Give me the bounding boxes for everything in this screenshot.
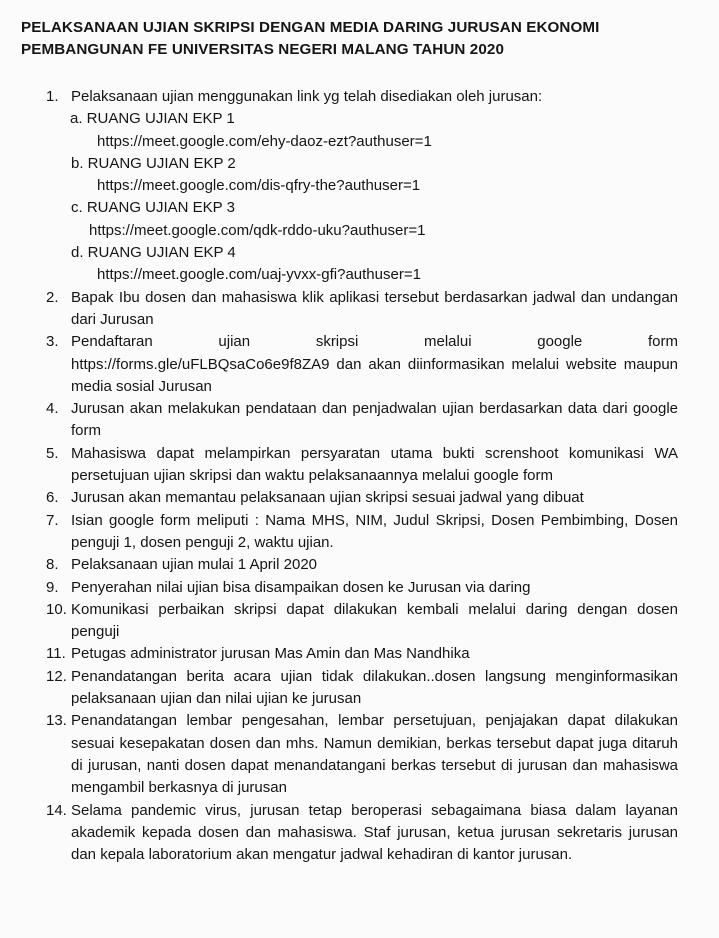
room-list — [71, 108, 678, 286]
meet-link[interactable]: https://meet.google.com/qdk-rddo-uku?authuser=1 — [89, 221, 426, 239]
list-item-9 — [0, 577, 719, 599]
item-text: Penyerahan nilai ujian bisa disampaikan dosen ke Jurusan via daring — [71, 578, 531, 596]
list-item-2 — [0, 287, 719, 332]
item-text: Pelaksanaan ujian mulai 1 April 2020 — [71, 556, 317, 574]
meet-link[interactable]: https://meet.google.com/ehy-daoz-ezt?authuser=1 — [97, 132, 432, 150]
room-item — [71, 108, 678, 153]
item-text: Jurusan akan memantau pelaksanaan ujian skripsi sesuai jadwal yang dibuat — [71, 489, 584, 507]
room-item — [71, 197, 678, 242]
item-number: 13. — [46, 712, 67, 730]
list-item-3 — [0, 331, 719, 398]
spread-line — [71, 331, 678, 353]
item-number: 7. — [46, 511, 59, 529]
list-item-5 — [0, 443, 719, 488]
room-item — [71, 242, 678, 287]
list-item-6 — [0, 487, 719, 509]
item-text: Penandatangan berita acara ujian tidak dilakukan..dosen langsung menginformasikan pelaksanaan ujian dan nilai ujian ke jurusan — [71, 667, 678, 708]
title-line-2: PEMBANGUNAN FE UNIVERSITAS NEGERI MALANG TAHUN 2020 — [21, 41, 504, 58]
item-number: 8. — [46, 556, 59, 574]
item-text: Selama pandemic virus, jurusan tetap beroperasi sebagaimana biasa dalam layanan akademik kepada dosen dan mahasiswa. Staf jurusan, ketua jurusan sekretaris jurusan dan kepala laboratorium akan mengatur jadwal kehadiran di kantor jurusan. — [71, 801, 678, 864]
document-title — [21, 17, 691, 61]
item-number: 1. — [46, 88, 59, 105]
room-label: d. RUANG UJIAN EKP 4 — [71, 244, 236, 262]
list-item-13 — [0, 710, 719, 799]
list-item-7 — [0, 510, 719, 555]
item-text: Isian google form meliputi : Nama MHS, NIM, Judul Skripsi, Dosen Pembimbing, Dosen penguji 1, dosen penguji 2, waktu ujian. — [71, 511, 678, 551]
meet-link[interactable]: https://meet.google.com/uaj-yvxx-gfi?authuser=1 — [97, 266, 421, 284]
room-label: b. RUANG UJIAN EKP 2 — [71, 154, 236, 172]
item-number: 9. — [46, 578, 59, 596]
word: Pendaftaran — [71, 333, 153, 351]
list-item-11 — [0, 643, 719, 665]
title-line-1: PELAKSANAAN UJIAN SKRIPSI DENGAN MEDIA DARING JURUSAN EKONOMI — [21, 19, 600, 36]
item-text: Jurusan akan melakukan pendataan dan penjadwalan ujian berdasarkan data dari google form — [71, 400, 678, 440]
word: melalui — [424, 333, 472, 351]
word: form — [647, 333, 678, 351]
room-label: a. RUANG UJIAN EKP 1 — [70, 110, 235, 128]
list-item-1 — [0, 86, 719, 287]
word: ujian — [218, 333, 251, 351]
room-label: c. RUANG UJIAN EKP 3 — [71, 199, 235, 217]
list-item-4 — [0, 398, 719, 443]
item-number: 11. — [46, 645, 66, 663]
item-text: Bapak Ibu dosen dan mahasiswa klik aplikasi tersebut berdasarkan jadwal dan undangan dari Jurusan — [71, 288, 678, 328]
item-text: Petugas administrator jurusan Mas Amin dan Mas Nandhika — [71, 645, 470, 663]
item-number: 12. — [46, 667, 67, 685]
item-text: Pelaksanaan ujian menggunakan link yg telah disediakan oleh jurusan: — [71, 88, 543, 105]
item-number: 14. — [46, 801, 67, 819]
item-number: 4. — [46, 400, 59, 418]
item-number: 6. — [46, 489, 59, 507]
list-item-12 — [0, 666, 719, 711]
list-item-14 — [0, 800, 719, 867]
item-number: 3. — [46, 333, 59, 351]
item-text: Mahasiswa dapat melampirkan persyaratan utama bukti screnshoot komunikasi WA persetujuan ujian skripsi dan waktu pelaksanaannya melalui google form — [71, 444, 678, 485]
meet-link[interactable]: https://meet.google.com/dis-qfry-the?authuser=1 — [97, 177, 421, 195]
list-item-10 — [0, 599, 719, 644]
item-text: Penandatangan lembar pengesahan, lembar persetujuan, penjajakan dapat dilakukan sesuai kesepakatan dosen dan mhs. Namun demikian, berkas tersebut dapat juga ditaruh di jurusan, nanti dosen dapat menandatangani berkas tersebut di jurusan dan mahasiswa mengambil berkasnya di jurusan — [71, 712, 678, 797]
instruction-list — [0, 86, 719, 866]
item-number: 10. — [46, 600, 67, 618]
item-text: Komunikasi perbaikan skripsi dapat dilakukan kembali melalui daring dengan dosen penguji — [71, 600, 678, 641]
item-number: 5. — [46, 444, 59, 462]
item-text: https://forms.gle/uFLBQsaCo6e9f8ZA9 dan akan diinformasikan melalui website maupun media sosial Jurusan — [71, 355, 678, 395]
room-item — [71, 153, 678, 198]
list-item-8 — [0, 554, 719, 576]
item-number: 2. — [46, 288, 59, 306]
word: skripsi — [315, 333, 359, 351]
word: google — [537, 333, 583, 351]
